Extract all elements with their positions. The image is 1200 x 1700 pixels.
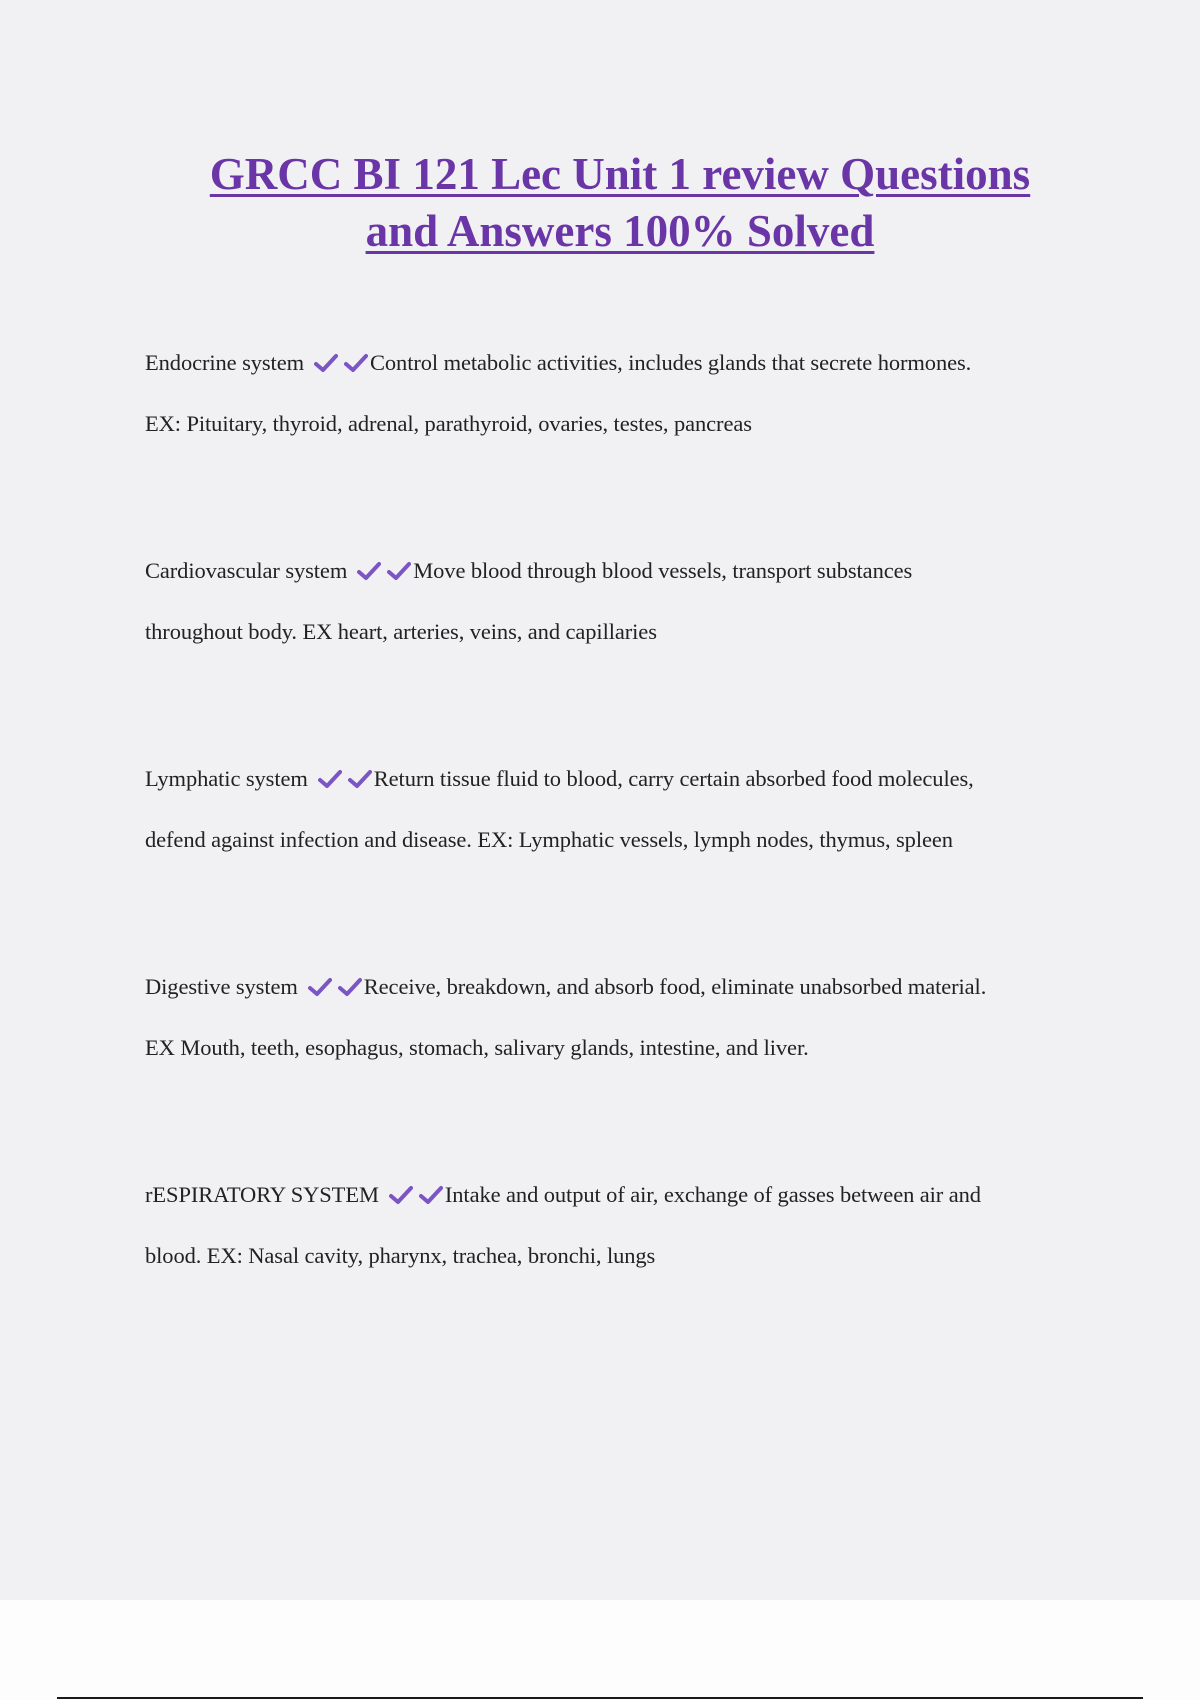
double-check-mark	[314, 332, 368, 393]
qa-answer: Control metabolic activities, includes glands that secrete hormones.	[370, 350, 972, 375]
double-check-mark	[318, 748, 372, 809]
qa-entry-digestive	[145, 956, 1075, 1078]
checkmark-icon	[357, 561, 381, 581]
page-footer	[0, 1600, 1200, 1700]
checkmark-icon	[338, 977, 362, 997]
document-title	[130, 146, 1110, 260]
qa-answer-continued: defend against infection and disease. EX: Lymphatic vessels, lymph nodes, thymus, spleen	[145, 827, 953, 852]
qa-line-1	[145, 332, 1075, 393]
checkmark-icon	[318, 769, 342, 789]
footer-divider	[57, 1697, 1143, 1699]
qa-answer-continued: blood. EX: Nasal cavity, pharynx, trachea, bronchi, lungs	[145, 1243, 656, 1268]
qa-answer-continued: EX Mouth, teeth, esophagus, stomach, salivary glands, intestine, and liver.	[145, 1035, 809, 1060]
qa-line-1	[145, 1164, 1075, 1225]
qa-term: Endocrine system	[145, 350, 304, 375]
qa-term: Lymphatic system	[145, 766, 308, 791]
qa-answer-continued: throughout body. EX heart, arteries, veins, and capillaries	[145, 619, 657, 644]
double-check-mark	[308, 956, 362, 1017]
qa-entry-respiratory	[145, 1164, 1075, 1286]
qa-entry-lymphatic	[145, 748, 1075, 870]
qa-line-1	[145, 956, 1075, 1017]
qa-line-1	[145, 540, 1075, 601]
checkmark-icon	[419, 1185, 443, 1205]
qa-line-1	[145, 748, 1075, 809]
qa-term: Cardiovascular system	[145, 558, 348, 583]
qa-answer-continued: EX: Pituitary, thyroid, adrenal, parathyroid, ovaries, testes, pancreas	[145, 411, 752, 436]
qa-term: rESPIRATORY SYSTEM	[145, 1182, 379, 1207]
checkmark-icon	[348, 769, 372, 789]
checkmark-icon	[344, 353, 368, 373]
qa-entry-endocrine	[145, 332, 1075, 454]
checkmark-icon	[387, 561, 411, 581]
qa-answer: Return tissue fluid to blood, carry certain absorbed food molecules,	[373, 766, 974, 791]
qa-term: Digestive system	[145, 974, 298, 999]
qa-answer: Receive, breakdown, and absorb food, eliminate unabsorbed material.	[363, 974, 987, 999]
qa-answer: Intake and output of air, exchange of gasses between air and	[444, 1182, 981, 1207]
checkmark-icon	[389, 1185, 413, 1205]
checkmark-icon	[314, 353, 338, 373]
double-check-mark	[357, 540, 411, 601]
qa-entry-cardiovascular	[145, 540, 1075, 662]
title-line-1: GRCC BI 121 Lec Unit 1 review Questions	[209, 149, 1031, 199]
double-check-mark	[389, 1164, 443, 1225]
checkmark-icon	[308, 977, 332, 997]
title-line-2: and Answers 100% Solved	[365, 206, 875, 256]
qa-answer: Move blood through blood vessels, transport substances	[413, 558, 913, 583]
